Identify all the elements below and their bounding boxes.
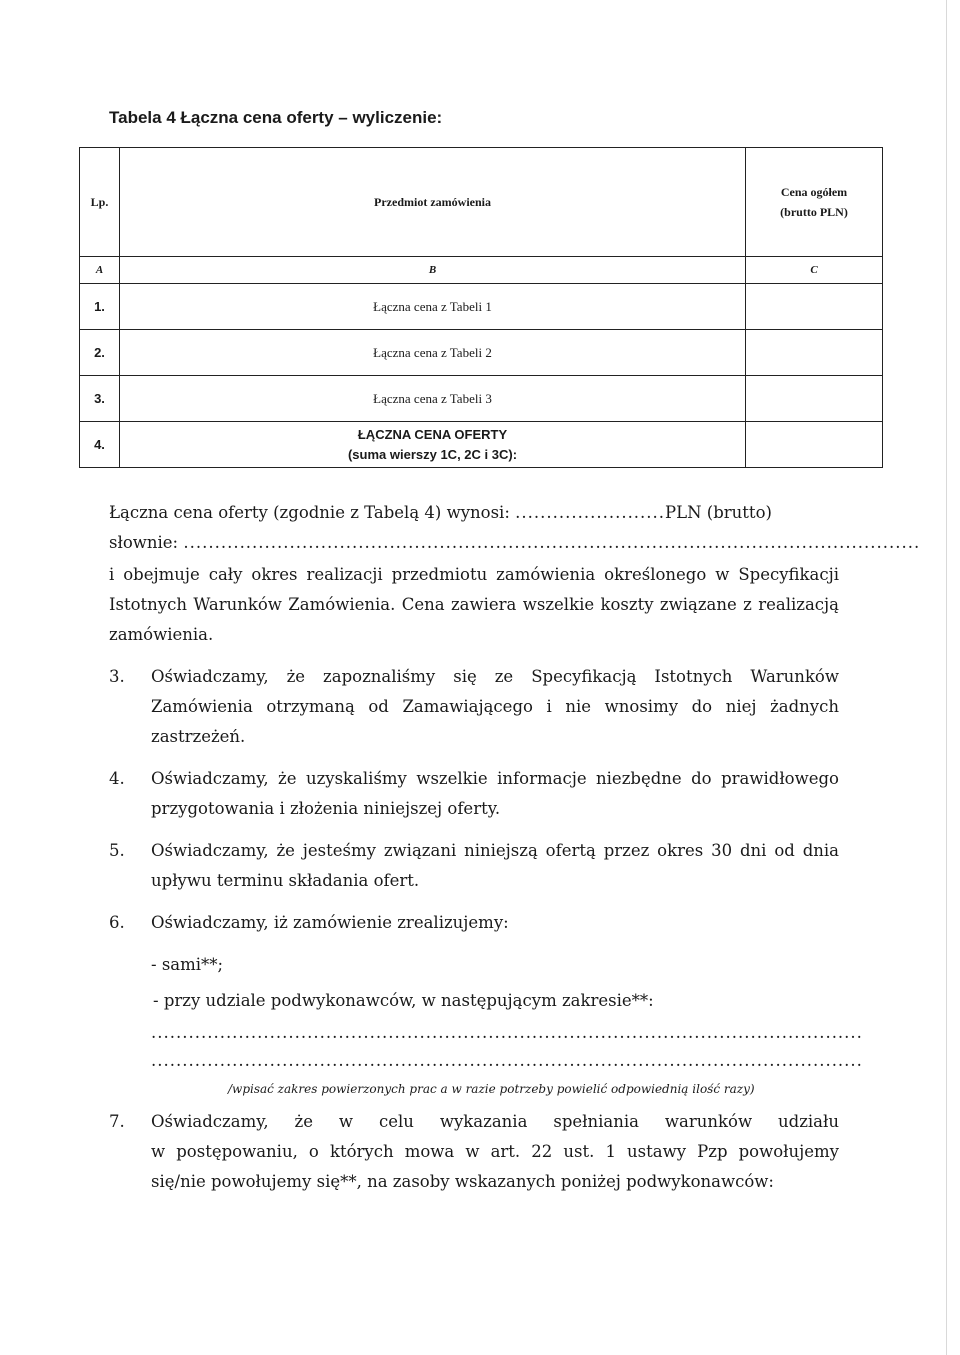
table-row: [80, 284, 883, 330]
letter-c: C: [746, 257, 883, 284]
letter-b: B: [120, 257, 746, 284]
total-number: 4.: [80, 422, 120, 468]
item-number: 5.: [109, 841, 125, 860]
item-line: zastrzeżeń.: [151, 727, 246, 746]
scope-paragraph: [109, 560, 839, 650]
scope-line: Istotnych Warunków Zamówienia. Cena zawiera wszelkie koszty związane z realizacją: [109, 595, 839, 614]
header-price: [746, 148, 883, 257]
row-price-cell[interactable]: [746, 284, 883, 330]
item-number: 3.: [109, 667, 125, 686]
item-number: 4.: [109, 769, 125, 788]
scope-line: zamówienia.: [109, 625, 214, 644]
item-line: upływu terminu składania ofert.: [151, 871, 420, 890]
row-price-cell[interactable]: [746, 376, 883, 422]
item-number: 7.: [109, 1112, 125, 1131]
row-number: 1.: [80, 284, 120, 330]
price-line-label: Łączna cena oferty (zgodnie z Tabelą 4) wynosi:: [109, 503, 510, 522]
table-row: [80, 376, 883, 422]
words-amount-field[interactable]: ......................................................................................................................: [183, 533, 921, 552]
price-line: [109, 498, 839, 528]
item-line: Oświadczamy, że jesteśmy związani niniejszą ofertą przez okres 30 dni od dnia: [151, 841, 839, 860]
table-header-row: [80, 148, 883, 257]
header-lp: Lp.: [80, 148, 120, 257]
item-text: [151, 764, 839, 824]
item-number: 6.: [109, 913, 125, 932]
scope-line: i obejmuje cały okres realizacji przedmiotu zamówienia określonego w Specyfikacji: [109, 565, 839, 584]
instruction-note: /wpisać zakres powierzonych prac a w razie potrzeby powielić odpowiednią ilość razy): [228, 1082, 755, 1096]
item-line: przygotowania i złożenia niniejszej oferty.: [151, 799, 501, 818]
item-line: Zamówienia otrzymaną od Zamawiającego i nie wnosimy do niej żadnych: [151, 697, 839, 716]
option-self[interactable]: - sami**;: [151, 955, 224, 974]
total-label: [120, 422, 746, 468]
row-label: Łączna cena z Tabeli 1: [120, 284, 746, 330]
item-line: Oświadczamy, że uzyskaliśmy wszelkie informacje niezbędne do prawidłowego: [151, 769, 839, 788]
option-subcontractors[interactable]: - przy udziale podwykonawców, w następującym zakresie**:: [153, 991, 654, 1010]
words-line: [109, 528, 921, 558]
item-text: [151, 662, 839, 752]
scope-input-line[interactable]: ..................................................................................................................: [151, 1023, 863, 1042]
row-label: Łączna cena z Tabeli 2: [120, 330, 746, 376]
row-price-cell[interactable]: [746, 330, 883, 376]
price-table: [79, 147, 883, 468]
row-label: Łączna cena z Tabeli 3: [120, 376, 746, 422]
item-text: [151, 908, 839, 938]
total-label-line2: (suma wierszy 1C, 2C i 3C):: [347, 446, 518, 462]
words-line-label: słownie:: [109, 533, 179, 552]
page-title: Tabela 4 Łączna cena oferty – wyliczenie:: [109, 108, 443, 127]
row-number: 2.: [80, 330, 120, 376]
table-row: [80, 330, 883, 376]
item-line: Oświadczamy, iż zamówienie zrealizujemy:: [151, 913, 509, 932]
scope-input-line[interactable]: ..................................................................................................................: [151, 1051, 863, 1070]
scan-margin-line: [946, 0, 947, 1355]
item-line: Oświadczamy, że zapoznaliśmy się ze Specyfikacją Istotnych Warunków: [151, 667, 839, 686]
header-price-line2: (brutto PLN): [780, 205, 848, 219]
total-label-line1: ŁĄCZNA CENA OFERTY: [357, 426, 508, 442]
table-total-row: [80, 422, 883, 468]
row-number: 3.: [80, 376, 120, 422]
item-line: w postępowaniu, o których mowa w art. 22 ust. 1 ustawy Pzp powołujemy: [151, 1142, 839, 1161]
item-line: się/nie powołujemy się**, na zasoby wskazanych poniżej podwykonawców:: [151, 1172, 774, 1191]
price-line-suffix: PLN (brutto): [665, 503, 772, 522]
table-letters-row: [80, 257, 883, 284]
total-price-cell[interactable]: [746, 422, 883, 468]
header-subject: Przedmiot zamówienia: [120, 148, 746, 257]
letter-a: A: [80, 257, 120, 284]
item-text: [151, 836, 839, 896]
header-price-line1: Cena ogółem: [780, 185, 848, 199]
item-text: [151, 1107, 839, 1197]
price-amount-field[interactable]: ........................: [515, 503, 666, 522]
item-line: Oświadczamy, że w celu wykazania spełniania warunków udziału: [151, 1112, 839, 1131]
